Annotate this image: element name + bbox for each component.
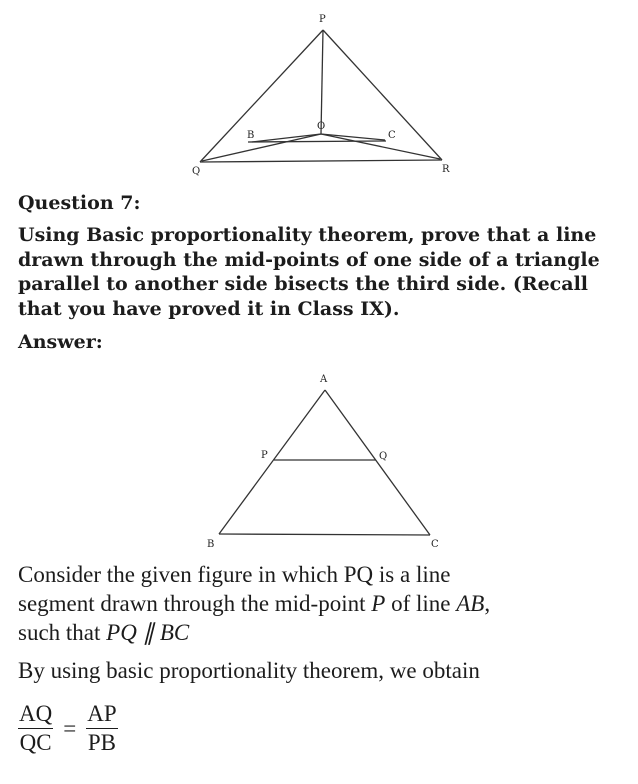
fraction-aq-qc xyxy=(18,700,53,757)
question-line: drawn through the mid-points of one side of a triangle xyxy=(18,248,600,271)
math-var-p: P xyxy=(371,591,386,616)
vertex-label-c: C xyxy=(388,130,396,141)
side-ab xyxy=(219,390,325,534)
paragraph-line xyxy=(18,618,628,647)
side-bc xyxy=(219,534,430,535)
vertex-label-q: Q xyxy=(192,166,201,177)
math-var-ab: AB xyxy=(456,591,485,616)
text-run: such that xyxy=(18,620,107,645)
segment-oc xyxy=(321,134,385,140)
fraction-denominator: QC xyxy=(19,730,52,755)
proportion-equation xyxy=(18,700,118,757)
vertex-label-q: Q xyxy=(379,451,388,462)
side-ac xyxy=(325,390,430,535)
fraction-denominator: PB xyxy=(87,730,116,755)
paragraph-line: Consider the given figure in which PQ is a line xyxy=(18,562,451,587)
fraction-ap-pb xyxy=(86,700,117,757)
vertex-label-p: P xyxy=(319,14,326,25)
question-line: Using Basic proportionality theorem, prove that a line xyxy=(18,224,597,246)
paragraph-line xyxy=(18,589,628,618)
vertex-label-c: C xyxy=(431,539,439,550)
triangle-abc-figure xyxy=(190,368,450,554)
vertex-label-p: P xyxy=(261,450,268,461)
vertex-label-r: R xyxy=(442,164,450,175)
vertex-label-a: A xyxy=(320,374,328,385)
question-body xyxy=(18,223,628,321)
answer-paragraph-1 xyxy=(18,560,628,647)
answer-paragraph-2: By using basic proportionality theorem, we obtain xyxy=(18,658,480,683)
vertex-label-b: B xyxy=(207,539,215,550)
fraction-numerator: AP xyxy=(86,700,117,729)
math-parallel-expression: PQ ∥ BC xyxy=(106,620,190,645)
fraction-numerator: AQ xyxy=(18,700,53,729)
text-run: of line xyxy=(385,591,457,616)
segment-oq xyxy=(202,134,321,161)
segment-bc xyxy=(248,141,386,142)
triangle-pqr-figure xyxy=(180,8,460,180)
question-line: that you have proved it in Class IX). xyxy=(18,297,400,320)
vertex-label-o: O xyxy=(317,121,326,132)
answer-heading: Answer: xyxy=(18,331,103,353)
text-run: segment drawn through the mid-point xyxy=(18,591,372,616)
equals-sign: = xyxy=(63,715,77,741)
question-line: parallel to another side bisects the third side. (Recall xyxy=(18,273,588,295)
side-qr xyxy=(200,160,442,162)
segment-ob xyxy=(252,134,321,142)
question-heading: Question 7: xyxy=(18,192,141,214)
text-run: , xyxy=(484,591,491,616)
segment-po xyxy=(321,30,323,134)
vertex-label-b: B xyxy=(247,130,255,141)
